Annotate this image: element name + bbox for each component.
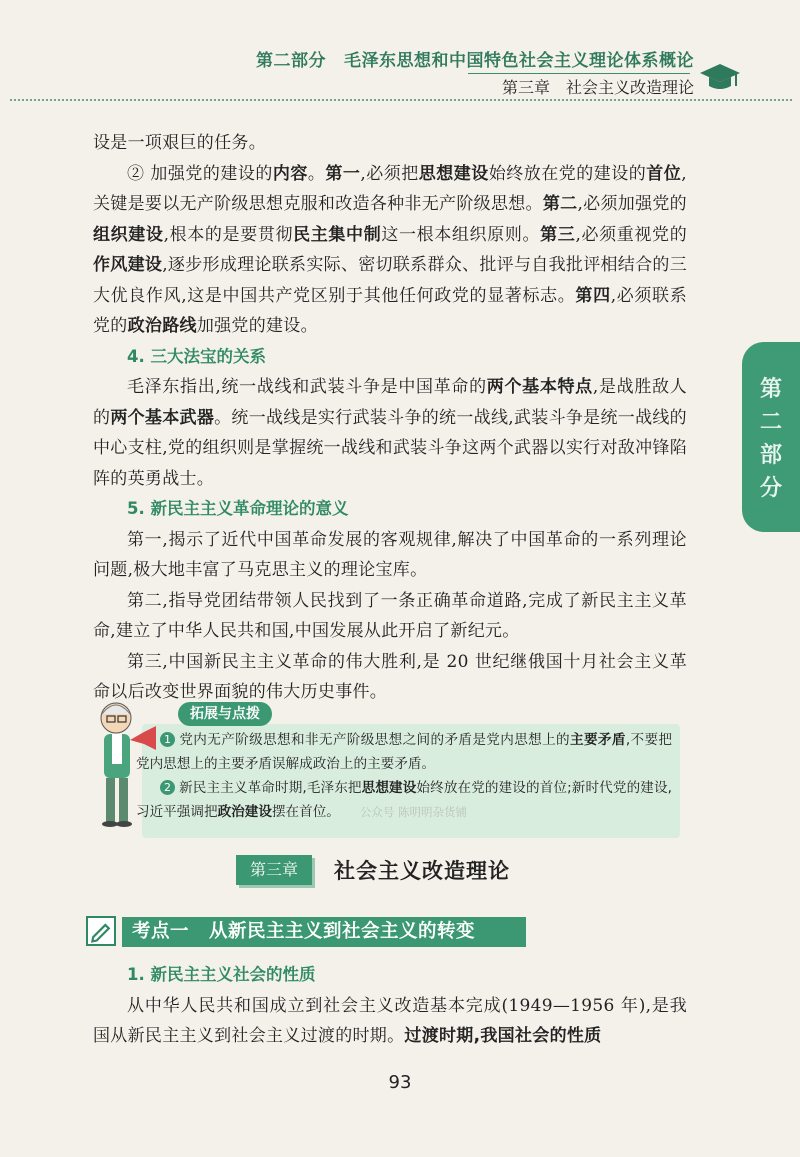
paragraph-third: 第三,中国新民主主义革命的伟大胜利,是 20 世纪继俄国十月社会主义革命以后改变世界面貌的伟大历史事件。 [93,651,687,702]
bold-text-run: 第四 [575,285,611,306]
header-dotted-divider [10,99,792,101]
number-2-icon: 2 [160,780,175,795]
chapter-heading [236,852,510,888]
bold-text-run: 内容 [272,163,308,184]
text-run: ② 加强党的建设的 [127,163,273,184]
chapter-title: 社会主义改造理论 [334,858,511,883]
exam-point-title [122,917,526,947]
text-run: ,必须重视党的 [575,224,687,245]
tip-item-1 [136,728,672,776]
side-tab-char: 第 [759,377,782,402]
section-heading-significance: 5. 新民主主义革命理论的意义 [127,499,349,518]
paragraph-continuation: 设是一项艰巨的任务。 [93,133,266,153]
bold-text-run: 两个基本特点 [486,377,593,397]
bold-text-run: 思想建设 [418,163,489,184]
pencil-icon [86,916,116,946]
main-text-2 [93,960,687,1052]
bold-text-run: 民主集中制 [293,224,382,245]
text-run: 毛泽东指出,统一战线和武装斗争是中国革命的 [127,377,487,397]
part-side-tab [742,342,800,532]
header-chapter-title: 社会主义改造理论 [565,78,694,97]
text-run: 始终放在党的建设的 [488,163,647,184]
bold-text-run: 首位 [646,163,682,184]
page-number: 93 [388,1072,412,1093]
text-run: 。统一战线是实行武装斗争的统一战线,武装斗争是统一战线的中心支柱,党的组织则是掌握统一战线和武装斗争这两个武器以实行对敌冲锋陷阵的英勇战士。 [93,407,687,489]
bold-text-run: 政治建设 [217,804,272,820]
number-1-icon: 1 [160,732,175,747]
section-heading-nature: 1. 新民主主义社会的性质 [127,965,316,984]
bold-text-run: 组织建设 [93,224,164,245]
bold-text-run: 两个基本武器 [110,407,215,428]
bold-text-run: 第二 [542,194,578,214]
tip-box [96,700,680,838]
bold-text-run: 政治路线 [127,316,197,336]
bold-text-run: 第三 [540,224,576,245]
bold-text-run: 作风建设 [93,255,163,275]
tip-content [136,728,672,824]
chapter-badge: 第三章 [236,855,312,885]
bold-text-run: 第一 [325,163,361,184]
bold-text-run: 主要矛盾 [570,732,626,748]
text-run: ,逐步形成理论联系实际、密切联系群众、批评与自我批评相结合的三大优良作风,这是中国共产党区别于其他任何政党的显著标志。 [93,255,688,306]
text-run: 加强党的建设。 [196,316,318,336]
header-part: 第二部分 [256,51,326,71]
text-run: ,必须把 [360,163,419,184]
paragraph-second: 第二,指导党团结带领人民找到了一条正确革命道路,完成了新民主主义革命,建立了中华人民共和国,中国发展从此开启了新纪元。 [93,590,687,641]
exam-point-label: 考点一 [132,921,190,942]
graduation-cap-icon [700,58,740,94]
text-run: 摆在首位。 [271,804,340,820]
text-run: 从中华人民共和国成立到社会主义改造基本完成(1949—1956 年),是我国从新民主主义到社会主义过渡的时期。 [93,995,687,1046]
watermark-text: 公众号 陈明明杂货铺 [359,805,468,819]
text-run: ,根本的是要贯彻 [163,224,294,245]
paragraph-transition [93,991,687,1052]
header-chapter [502,75,694,98]
header-book-title: 毛泽东思想和中国特色社会主义理论体系概论 [344,51,694,71]
header-rule [468,73,690,74]
paragraph-first: 第一,揭示了近代中国革命发展的客观规律,解决了中国革命的一系列理论问题,极大地丰富了马克思主义的理论宝库。 [93,529,687,580]
text-run: ,是战胜敌人的 [93,377,687,428]
text-run: 这一根本组织原则。 [381,224,541,245]
text-run: 党内无产阶级思想和非无产阶级思想之间的矛盾是党内思想上的 [179,732,571,748]
text-run: 。 [307,163,326,184]
header-chapter-no: 第三章 [501,78,550,97]
side-tab-char: 二 [759,410,782,435]
text-run: ,关键是要以无产阶级思想克服和改造各种非无产阶级思想。 [93,163,687,214]
text-run: ,不要把党内思想上的主要矛盾误解成政治上的主要矛盾。 [136,732,673,772]
side-tab-char: 部 [759,443,782,468]
main-text [93,128,687,708]
text-run: 始终放在党的建设的首位;新时代党的建设,习近平强调把 [136,780,673,820]
section-heading-three-weapons: 4. 三大法宝的关系 [127,346,266,366]
tip-item-2 [136,776,672,824]
text-run: 新民主主义革命时期,毛泽东把 [179,780,362,796]
text-run: ,必须加强党的 [577,194,687,214]
paragraph-three-weapons [93,372,687,494]
tip-label: 拓展与点拨 [178,702,272,726]
text-run: ,必须联系党的 [93,285,687,336]
exam-point-bar [86,915,526,949]
bold-text-run: 思想建设 [361,780,417,796]
running-header [0,46,800,72]
bold-text-run: 过渡时期,我国社会的性质 [404,1026,602,1046]
paragraph-party-building [93,159,687,342]
side-tab-char: 分 [759,476,782,501]
exam-point-text: 从新民主主义到社会主义的转变 [209,921,476,942]
